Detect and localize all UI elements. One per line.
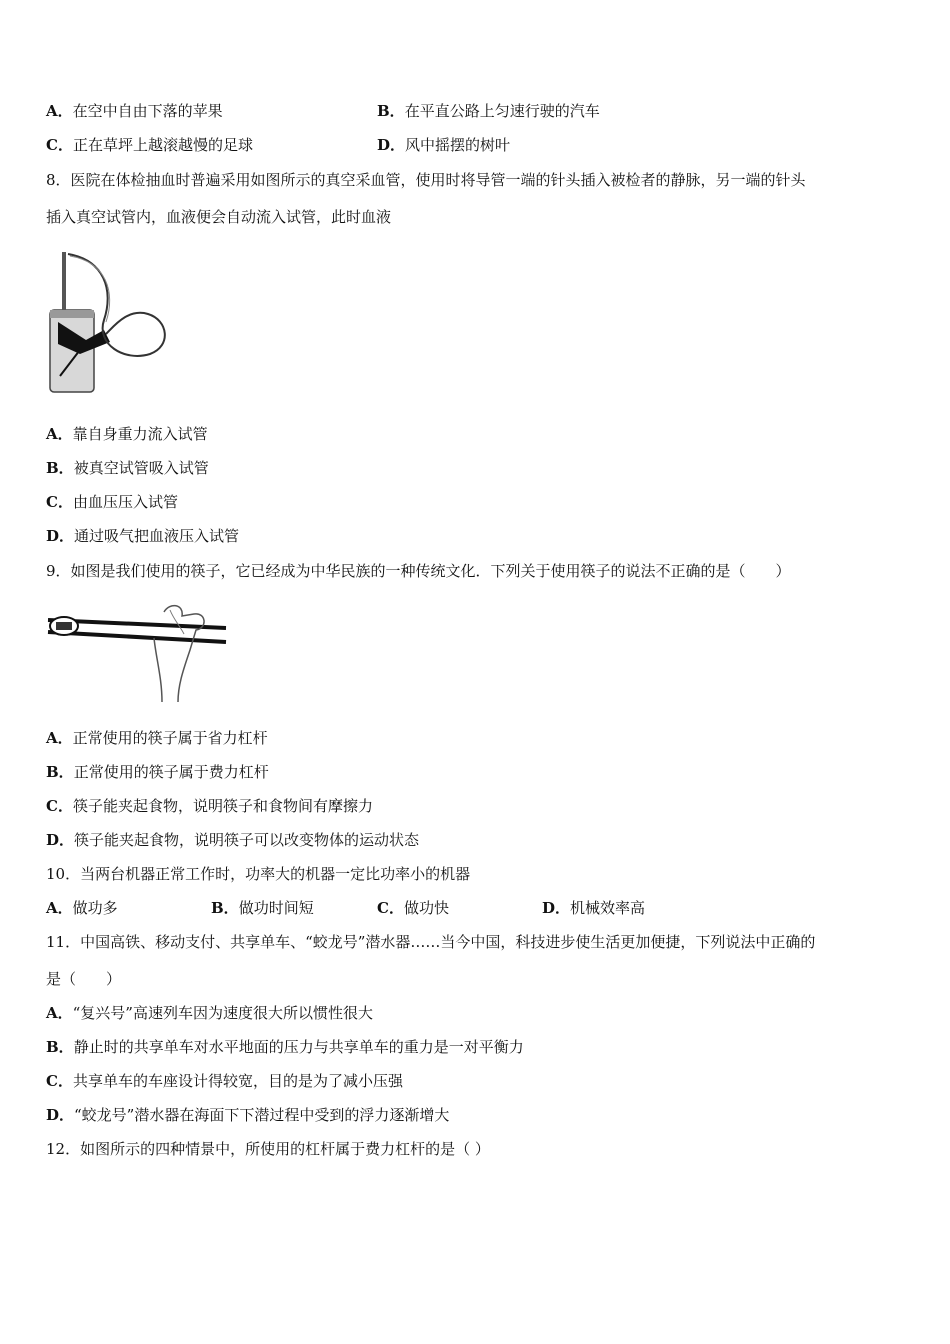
q9-stem: 9．如图是我们使用的筷子，它已经成为中华民族的一种传统文化．下列关于使用筷子的说法不正确的是（ ）: [46, 562, 791, 580]
q11-stem-line2: 是（ ）: [46, 970, 122, 988]
q9-option-a: A．正常使用的筷子属于省力杠杆: [46, 729, 268, 747]
q10-option-b: B．做功时间短: [211, 899, 314, 917]
q11-option-c: C．共享单车的车座设计得较宽，目的是为了减小压强: [46, 1072, 403, 1090]
vacuum-blood-tube-figure: [44, 250, 172, 398]
q11-option-b: B．静止时的共享单车对水平地面的压力与共享单车的重力是一对平衡力: [46, 1038, 524, 1056]
q8-stem-line1: 8．医院在体检抽血时普遍采用如图所示的真空采血管，使用时将导管一端的针头插入被检者的静脉，另一端的针头: [46, 171, 806, 189]
food-center: [56, 622, 72, 630]
q10-option-d: D．机械效率高: [542, 899, 646, 917]
q7-option-b: B．在平直公路上匀速行驶的汽车: [377, 102, 600, 120]
chopsticks-figure: [44, 598, 230, 708]
tube-cap: [50, 310, 94, 318]
q10-stem: 10．当两台机器正常工作时，功率大的机器一定比功率小的机器: [46, 865, 471, 883]
q8-option-d: D．通过吸气把血液压入试管: [46, 527, 240, 545]
q8-option-b: B．被真空试管吸入试管: [46, 459, 209, 477]
q12-stem: 12．如图所示的四种情景中，所使用的杠杆属于费力杠杆的是（ ）: [46, 1140, 490, 1158]
q7-option-d: D．风中摇摆的树叶: [377, 136, 511, 154]
q9-option-c: C．筷子能夹起食物，说明筷子和食物间有摩擦力: [46, 797, 373, 815]
q11-option-d: D．“蛟龙号”潜水器在海面下下潜过程中受到的浮力逐渐增大: [46, 1106, 450, 1124]
q9-option-d: D．筷子能夹起食物，说明筷子可以改变物体的运动状态: [46, 831, 420, 849]
q7-option-c: C．正在草坪上越滚越慢的足球: [46, 136, 253, 154]
hand-outline: [164, 606, 204, 702]
chopstick-lower: [48, 632, 226, 642]
q11-stem-line1: 11．中国高铁、移动支付、共享单车、“蛟龙号”潜水器……当今中国，科技进步使生活更加便捷，下列说法中正确的: [46, 933, 816, 951]
q8-option-a: A．靠自身重力流入试管: [46, 425, 208, 443]
q9-option-b: B．正常使用的筷子属于费力杠杆: [46, 763, 269, 781]
q11-option-a: A．“复兴号”高速列车因为速度很大所以惯性很大: [46, 1004, 373, 1022]
hand-wrist: [154, 638, 162, 702]
q10-option-a: A．做功多: [46, 899, 118, 917]
q8-option-c: C．由血压压入试管: [46, 493, 178, 511]
q7-option-a: A．在空中自由下落的苹果: [46, 102, 223, 120]
q8-stem-line2: 插入真空试管内，血液便会自动流入试管，此时血液: [46, 208, 392, 226]
q10-option-c: C．做功快: [377, 899, 449, 917]
